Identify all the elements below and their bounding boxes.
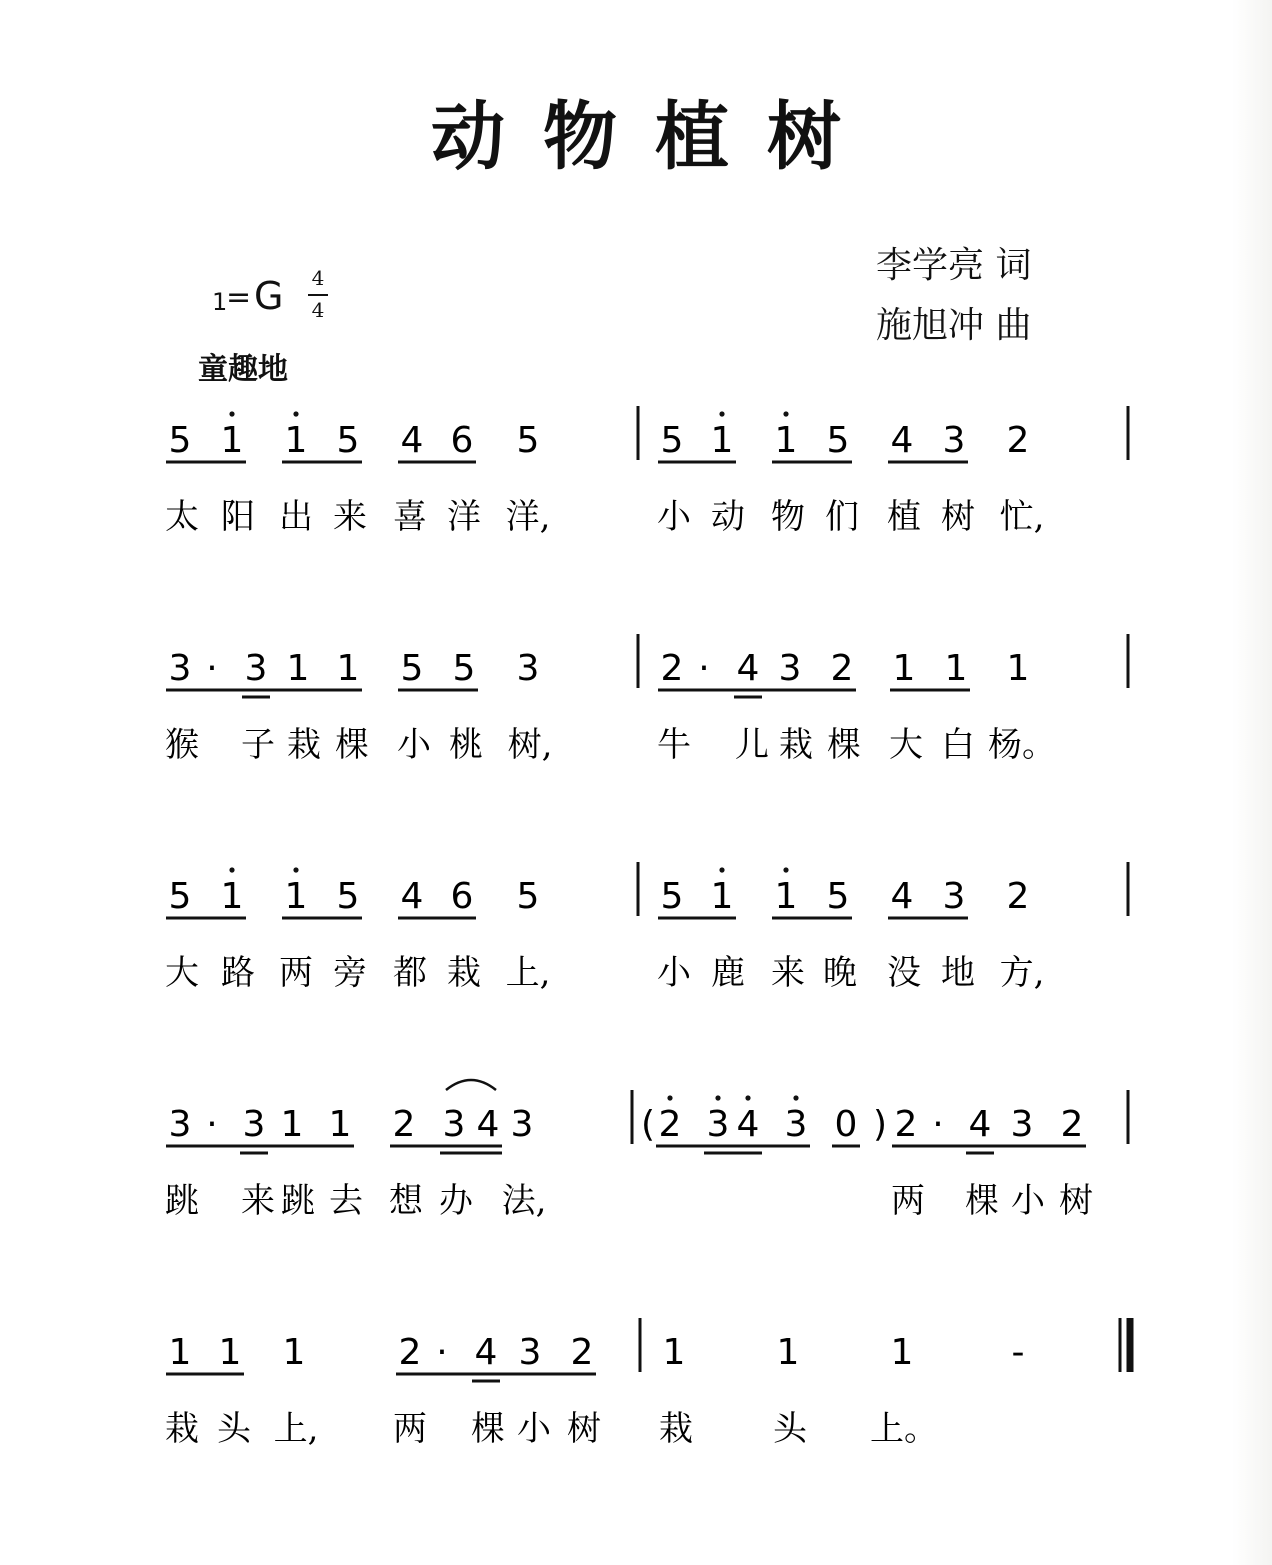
note: 3 — [778, 648, 802, 689]
lyric: 路 — [221, 953, 255, 993]
note: 3 — [1010, 1104, 1034, 1145]
octave-dot — [715, 1095, 720, 1100]
lyric: 栽 — [447, 953, 481, 993]
note: 4 — [400, 876, 424, 917]
lyric: 树, — [507, 725, 553, 765]
note: 4 — [890, 876, 914, 917]
lyric: 树 — [941, 497, 975, 537]
note: 3 — [510, 1104, 534, 1145]
note: 1 — [336, 648, 360, 689]
octave-dot — [293, 867, 298, 872]
lyric: 栽 — [165, 1409, 199, 1449]
lyric: 上, — [273, 1409, 319, 1449]
octave-dot — [793, 1095, 798, 1100]
lyric: 两 — [393, 1409, 427, 1449]
lyric: 牛 — [657, 725, 691, 765]
octave-dot — [229, 867, 234, 872]
note: 4 — [968, 1104, 992, 1145]
note: 3 — [442, 1104, 466, 1145]
note: 1 — [282, 1332, 306, 1373]
lyric: 植 — [887, 497, 921, 537]
note: 4 — [400, 420, 424, 461]
lyric: 小 — [657, 497, 691, 537]
note: 1 — [284, 876, 308, 917]
lyric: 小 — [657, 953, 691, 993]
note: 2 — [1060, 1104, 1084, 1145]
lyric: 猴 — [165, 725, 199, 765]
lyric: 上。 — [870, 1409, 938, 1449]
lyric: 想 — [389, 1181, 423, 1221]
octave-dot — [229, 411, 234, 416]
note: 2 — [830, 648, 854, 689]
note: 2 — [398, 1332, 422, 1373]
note: 1 — [662, 1332, 686, 1373]
lyric: 杨。 — [988, 725, 1056, 765]
notation-symbol: · — [698, 648, 710, 689]
note: 5 — [336, 420, 360, 461]
note: 5 — [400, 648, 424, 689]
lyric: 没 — [887, 953, 921, 993]
note: 3 — [168, 648, 192, 689]
lyric: 栽 — [779, 725, 813, 765]
tempo-marking: 童趣地 — [198, 352, 288, 387]
lyric: 洋 — [447, 497, 481, 537]
lyric: 跳 — [165, 1181, 199, 1221]
octave-dot — [719, 411, 724, 416]
notation-symbol: ) — [872, 1104, 888, 1145]
lyric: 小 — [517, 1409, 551, 1449]
lyric: 出 — [279, 497, 313, 537]
lyric: 来 — [241, 1181, 275, 1221]
lyric: 大 — [165, 953, 199, 993]
note: 1 — [892, 648, 916, 689]
note: 2 — [570, 1332, 594, 1373]
note: 3 — [244, 648, 268, 689]
note: 1 — [774, 876, 798, 917]
note: 4 — [474, 1332, 498, 1373]
note: 1 — [218, 1332, 242, 1373]
note: 2 — [1006, 876, 1030, 917]
note: 4 — [736, 1104, 760, 1145]
note: 1 — [280, 1104, 304, 1145]
note: 1 — [710, 876, 734, 917]
octave-dot — [719, 867, 724, 872]
lyric: 树 — [567, 1409, 601, 1449]
time-signature-bottom: 4 — [311, 298, 325, 322]
lyric: 上, — [505, 953, 551, 993]
note: 1 — [774, 420, 798, 461]
note: 5 — [516, 420, 540, 461]
note: 1 — [220, 420, 244, 461]
lyric: 地 — [941, 953, 975, 993]
note: 4 — [736, 648, 760, 689]
note: 3 — [942, 876, 966, 917]
note: 1 — [944, 648, 968, 689]
lyric: 来 — [333, 497, 367, 537]
note: 3 — [242, 1104, 266, 1145]
note: 1 — [328, 1104, 352, 1145]
note: 5 — [168, 876, 192, 917]
lyric: 棵 — [965, 1181, 999, 1221]
note: 0 — [834, 1104, 858, 1145]
lyric: 儿 — [735, 725, 769, 765]
lyric: 两 — [891, 1181, 925, 1221]
lyric: 头 — [217, 1409, 251, 1449]
lyric: 去 — [329, 1181, 363, 1221]
note: 3 — [516, 648, 540, 689]
note: 1 — [168, 1332, 192, 1373]
lyric: 子 — [241, 725, 275, 765]
note: 1 — [1006, 648, 1030, 689]
lyric: 头 — [773, 1409, 807, 1449]
note: 5 — [452, 648, 476, 689]
note: 3 — [784, 1104, 808, 1145]
time-signature-top: 4 — [311, 266, 325, 290]
note: 5 — [660, 420, 684, 461]
lyric: 办 — [439, 1181, 473, 1221]
octave-dot — [783, 411, 788, 416]
lyric: 小 — [1011, 1181, 1045, 1221]
lyric: 跳 — [281, 1181, 315, 1221]
note: 1 — [220, 876, 244, 917]
lyric: 棵 — [827, 725, 861, 765]
note: 5 — [336, 876, 360, 917]
note: 5 — [660, 876, 684, 917]
lyric: 太 — [165, 497, 199, 537]
note: 2 — [658, 1104, 682, 1145]
notation-symbol: · — [206, 1104, 218, 1145]
lyric: 忙, — [999, 497, 1045, 537]
lyric: 方, — [999, 953, 1045, 993]
notation-symbol: ( — [640, 1104, 656, 1145]
lyric: 鹿 — [711, 953, 745, 993]
note: 1 — [890, 1332, 914, 1373]
note: 5 — [826, 420, 850, 461]
octave-dot — [293, 411, 298, 416]
lyric: 阳 — [221, 497, 255, 537]
notation-symbol: · — [436, 1332, 448, 1373]
note: 1 — [286, 648, 310, 689]
note: 5 — [826, 876, 850, 917]
lyric: 两 — [279, 953, 313, 993]
note: 1 — [284, 420, 308, 461]
key-equals: = — [226, 280, 252, 315]
lyric: 旁 — [333, 953, 367, 993]
note: 6 — [450, 420, 474, 461]
note: - — [1011, 1332, 1025, 1373]
lyric: 棵 — [471, 1409, 505, 1449]
note: 3 — [942, 420, 966, 461]
lyric: 来 — [771, 953, 805, 993]
notation-symbol: · — [206, 648, 218, 689]
note: 4 — [476, 1104, 500, 1145]
lyric: 大 — [889, 725, 923, 765]
note: 1 — [710, 420, 734, 461]
note: 6 — [450, 876, 474, 917]
lyric: 树 — [1059, 1181, 1093, 1221]
notation-symbol: · — [932, 1104, 944, 1145]
composer-credit: 施旭冲 曲 — [876, 305, 1032, 346]
lyric: 棵 — [335, 725, 369, 765]
fermata — [446, 1080, 496, 1090]
lyric: 栽 — [659, 1409, 693, 1449]
lyric: 动 — [711, 497, 745, 537]
lyric: 都 — [393, 953, 427, 993]
note: 3 — [706, 1104, 730, 1145]
lyric: 法, — [501, 1181, 547, 1221]
note: 3 — [518, 1332, 542, 1373]
lyric: 白 — [941, 725, 975, 765]
lyric: 洋, — [505, 497, 551, 537]
lyricist-credit: 李学亮 词 — [876, 245, 1032, 286]
lyric: 们 — [825, 497, 859, 537]
note: 5 — [516, 876, 540, 917]
lyric: 栽 — [287, 725, 321, 765]
note: 2 — [392, 1104, 416, 1145]
note: 2 — [660, 648, 684, 689]
lyric: 小 — [397, 725, 431, 765]
note: 2 — [894, 1104, 918, 1145]
lyric: 晚 — [823, 953, 857, 993]
lyric: 桃 — [449, 725, 483, 765]
note: 5 — [168, 420, 192, 461]
lyric: 喜 — [393, 497, 427, 537]
octave-dot — [667, 1095, 672, 1100]
note: 2 — [1006, 420, 1030, 461]
octave-dot — [745, 1095, 750, 1100]
song-title: 动物植树 — [431, 94, 879, 180]
octave-dot — [783, 867, 788, 872]
note: 4 — [890, 420, 914, 461]
key-letter: G — [254, 274, 284, 318]
note: 1 — [776, 1332, 800, 1373]
lyric: 物 — [771, 497, 805, 537]
note: 3 — [168, 1104, 192, 1145]
key-degree: 1 — [212, 288, 228, 316]
